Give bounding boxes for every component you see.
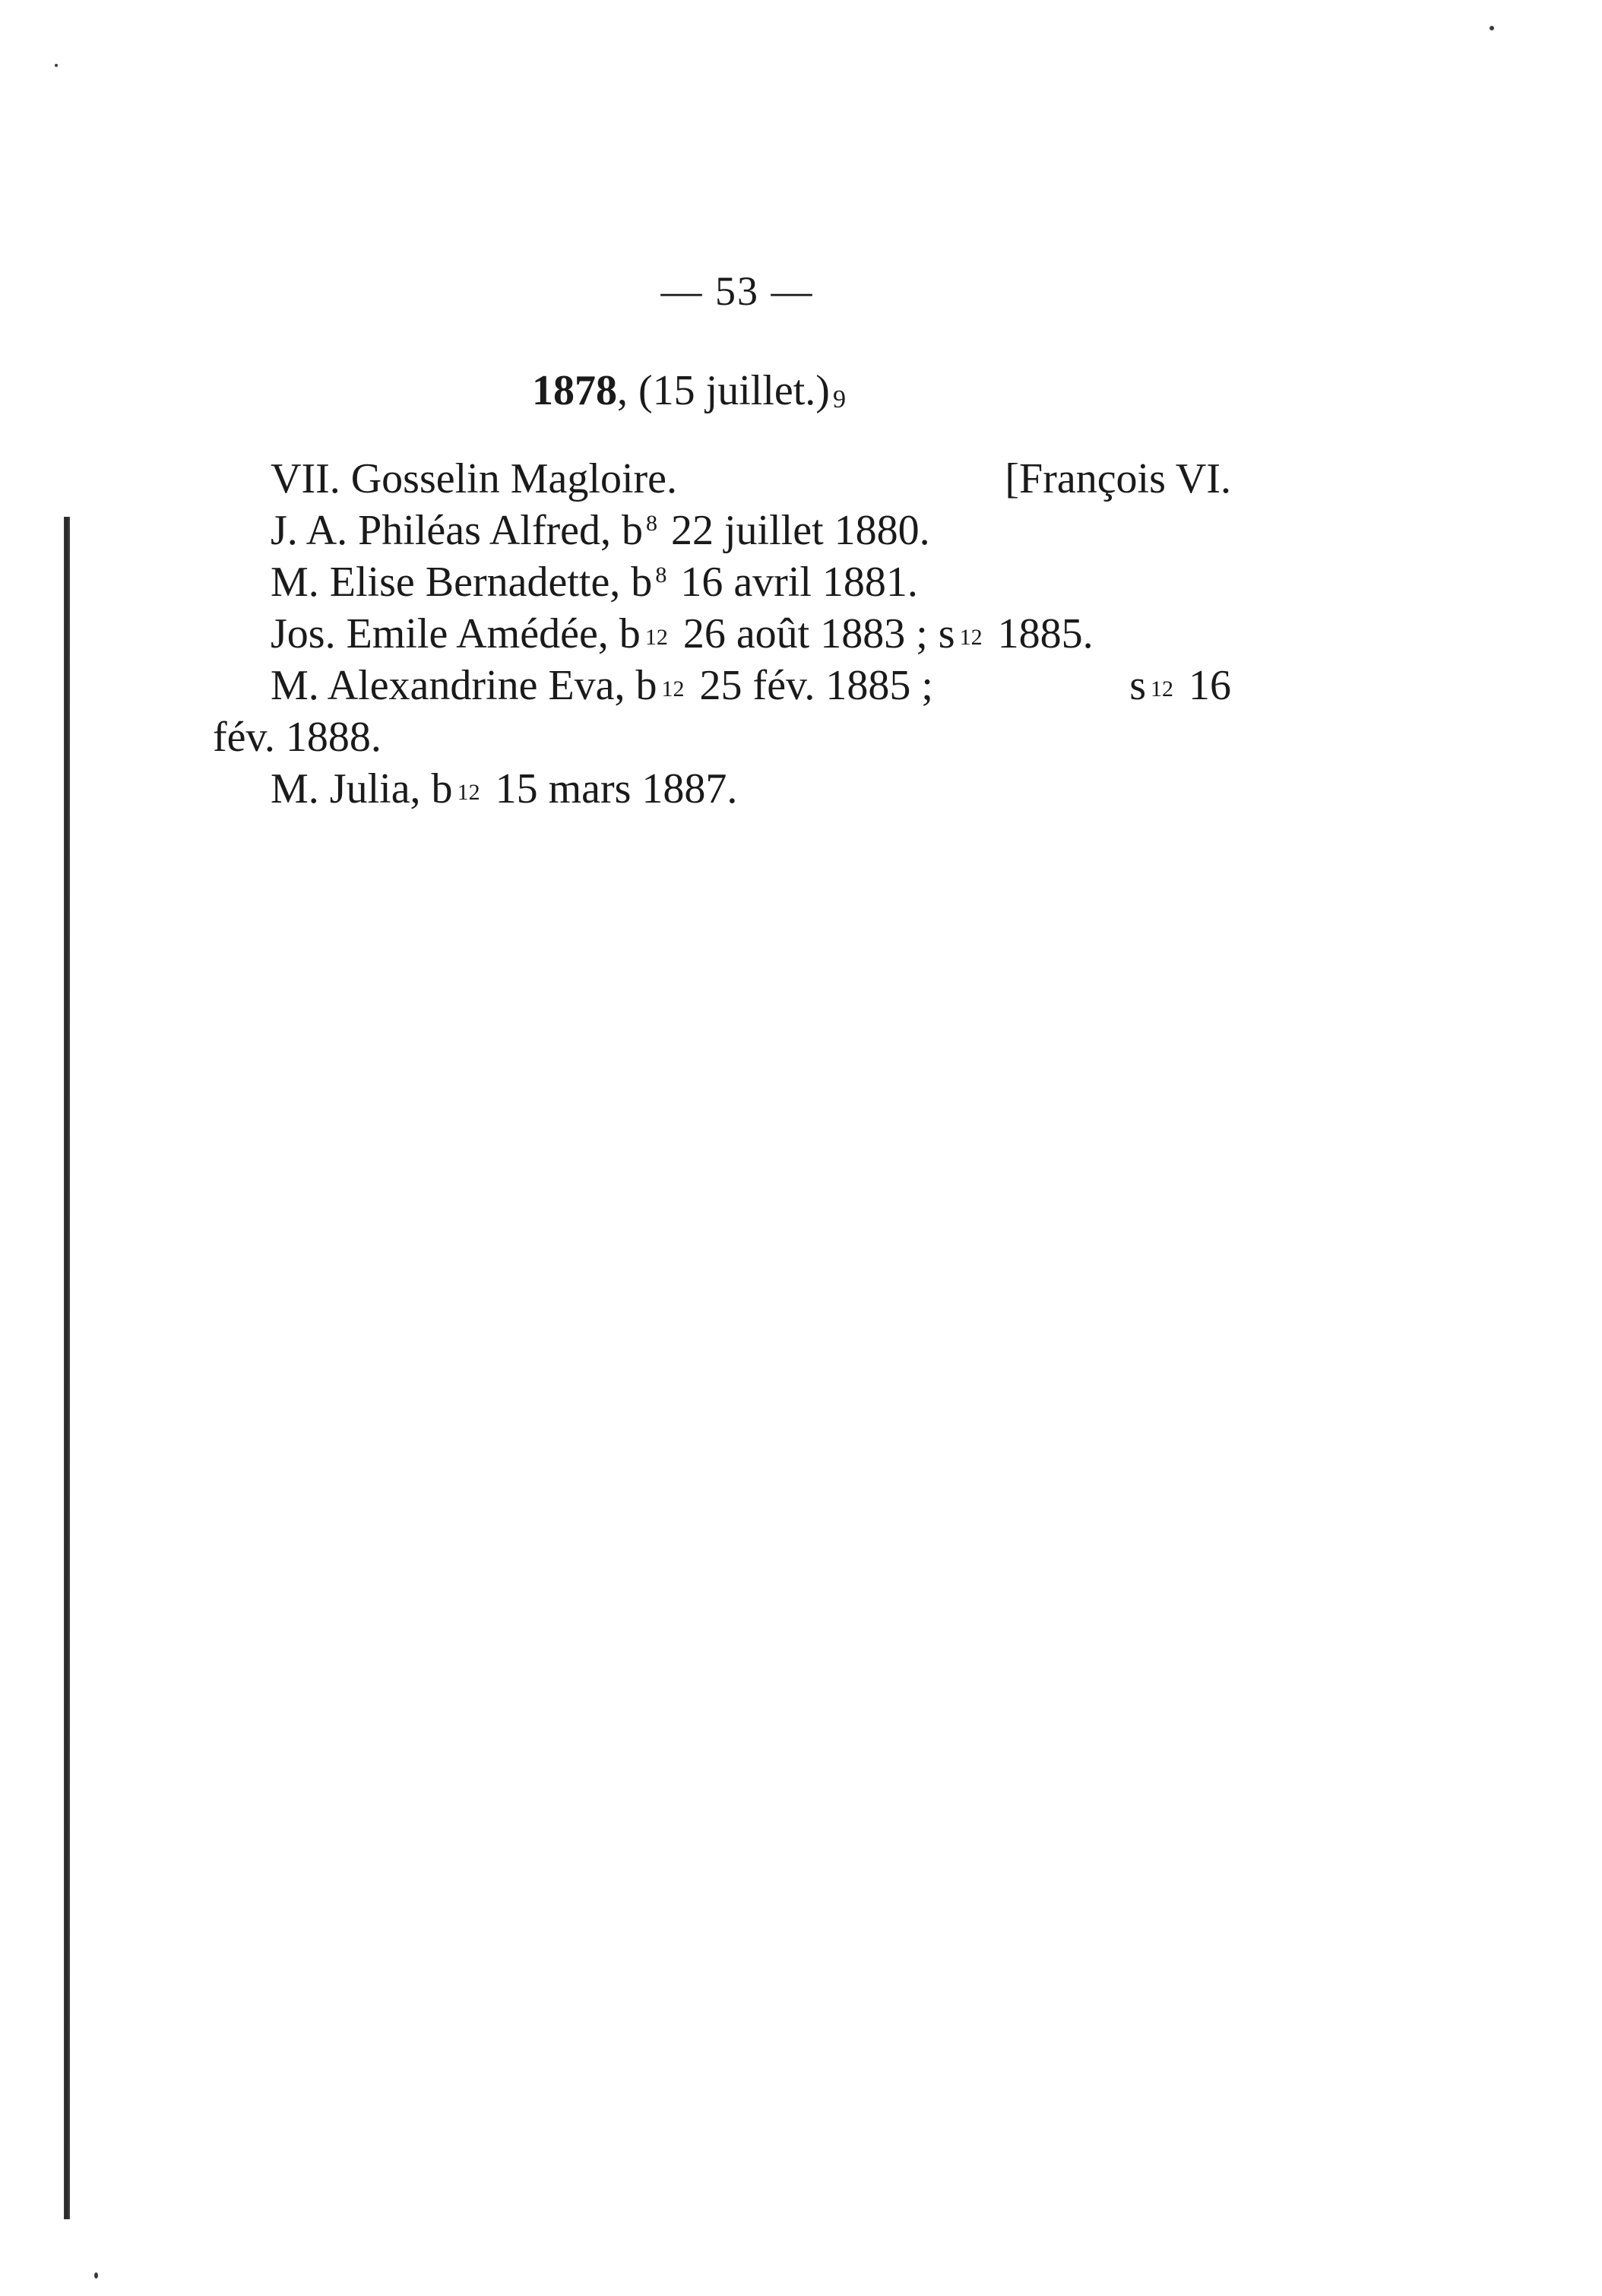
baptism-parish: 8 (655, 562, 667, 587)
continuation-text: fév. 1888. (213, 714, 382, 761)
burial-label: s (1129, 662, 1146, 709)
entry-line (213, 763, 1231, 815)
burial-parish: 12 (959, 625, 983, 650)
entry-burial-date: 16 (1178, 662, 1231, 709)
entry-lead: VII. Gosselin Magloire. (271, 455, 678, 502)
heading-year: 1878 (532, 367, 617, 414)
baptism-parish: 12 (644, 625, 668, 650)
baptism-parish: 12 (661, 676, 685, 701)
entry-date: 16 avril 1881. (670, 559, 918, 606)
entry-date: 22 juillet 1880. (660, 507, 930, 554)
entry-line (213, 608, 1231, 660)
entry-name: Jos. Emile Amédée, b (271, 610, 641, 657)
entry-part-b (1129, 660, 1231, 711)
burial-parish: 12 (1151, 676, 1173, 701)
entry-burial-date: 1885. (986, 610, 1094, 657)
entry-name: M. Elise Bernadette, b (271, 559, 653, 606)
ink-speck (94, 2272, 98, 2279)
heading-date: , (15 juillet.) (617, 367, 830, 414)
entry-name: M. Julia, b (271, 765, 453, 812)
binding-edge (64, 517, 70, 2219)
heading-note: 9 (832, 385, 846, 413)
section-heading (532, 366, 846, 415)
entry-line (213, 505, 1231, 556)
page-number: — 53 — (660, 268, 814, 314)
entry-date: 15 mars 1887. (484, 765, 738, 812)
entry-name: J. A. Philéas Alfred, b (271, 507, 643, 554)
baptism-parish: 8 (645, 511, 657, 536)
entry-name: M. Alexandrine Eva, b (271, 662, 657, 709)
genealogy-entries (213, 453, 1231, 815)
entry-line (213, 660, 1231, 711)
entry-part-a (271, 660, 933, 711)
entry-date: 25 fév. 1885 ; (689, 662, 933, 709)
ink-speck (1490, 26, 1494, 30)
ink-speck (55, 64, 58, 67)
entry-continuation (213, 711, 1231, 763)
entry-line (213, 556, 1231, 608)
entry-line-head (213, 453, 1231, 505)
baptism-parish: 12 (457, 780, 480, 805)
entry-reference: [François VI. (1005, 455, 1231, 502)
entry-date: 26 août 1883 ; s (672, 610, 955, 657)
